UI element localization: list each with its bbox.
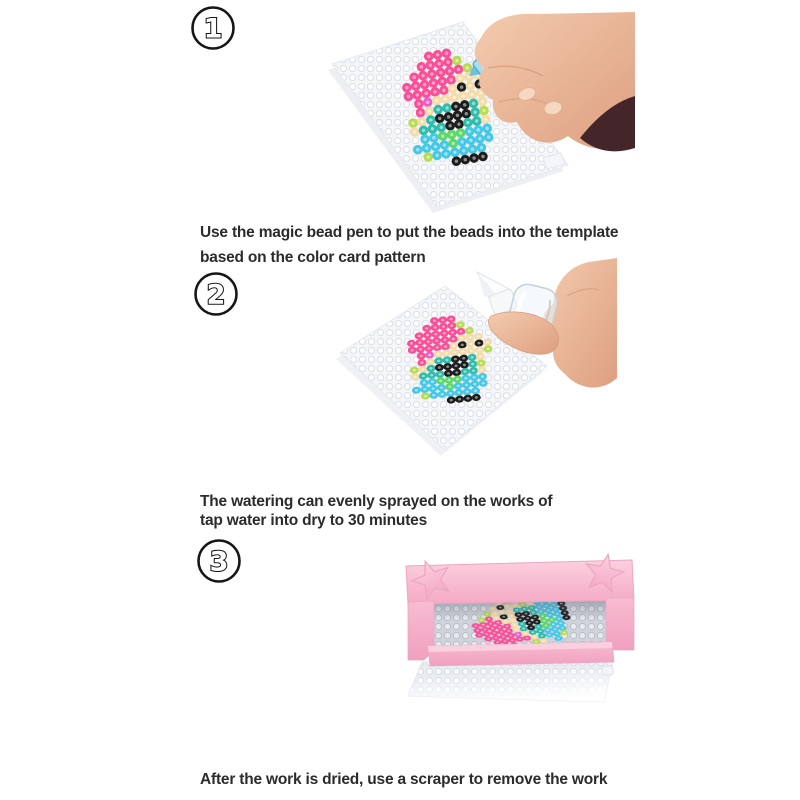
step-3-number-icon xyxy=(195,537,243,585)
caption-line: based on the color card pattern xyxy=(200,249,426,266)
caption-line: Use the magic bead pen to put the beads into the template xyxy=(200,224,619,241)
step-3-caption xyxy=(200,769,607,790)
step-1-number-icon xyxy=(189,4,237,52)
sheet-tab xyxy=(602,666,613,675)
step-2-caption xyxy=(200,492,552,530)
photo-step-2-spray xyxy=(295,256,617,472)
caption-line: The watering can evenly sprayed on the works of xyxy=(200,493,553,510)
scraper-illustration xyxy=(406,550,634,702)
photo-step-3-scraper xyxy=(398,550,643,712)
caption-line: tap water into dry to 30 minutes xyxy=(200,512,428,529)
step-2-number-icon xyxy=(192,270,240,318)
step-3-number: 3 xyxy=(209,546,229,578)
step-2-number: 2 xyxy=(206,279,226,311)
caption-line: After the work is dried, use a scraper to remove the work xyxy=(200,771,608,788)
step-1-number: 1 xyxy=(203,13,223,45)
photo-step-1-bead-pen xyxy=(285,10,635,218)
